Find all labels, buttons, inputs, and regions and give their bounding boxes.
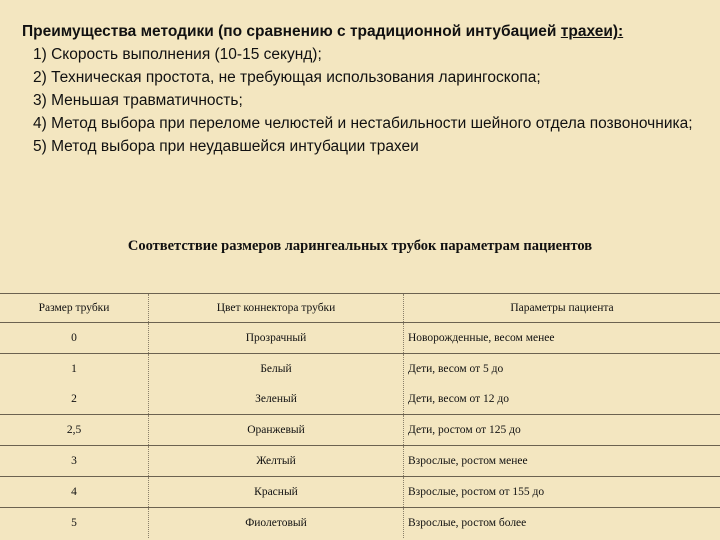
table-row: [0, 354, 720, 415]
cell-params-value: Дети, весом от 5 до: [408, 363, 504, 375]
cell-color: Фиолетовый: [149, 508, 404, 539]
cell-params: Взрослые, ростом от 155 до: [404, 477, 720, 508]
header-connector-color: Цвет коннектора трубки: [149, 294, 404, 323]
table-row: [0, 323, 720, 354]
advantage-item-3: 3) Меньшая травматичность;: [33, 92, 243, 109]
advantage-item-2: 2) Техническая простота, не требующая использования ларингоскопа;: [33, 69, 541, 86]
cell-size: 4: [0, 477, 149, 508]
table-row: [0, 508, 720, 539]
header-size: Размер трубки: [0, 294, 149, 323]
cell-color: Прозрачный: [149, 323, 404, 354]
cell-size: 5: [0, 508, 149, 539]
cell-color: Красный: [149, 477, 404, 508]
advantage-item-1: 1) Скорость выполнения (10-15 секунд);: [33, 46, 322, 63]
cell-params: Дети, ростом от 125 до: [404, 415, 720, 446]
cell-size: [0, 354, 149, 415]
advantages-heading: [22, 20, 712, 43]
cell-params: Взрослые, ростом менее: [404, 446, 720, 477]
cell-size: 0: [0, 323, 149, 354]
table-title: Соответствие размеров ларингеальных трубок параметрам пациентов: [127, 238, 593, 254]
advantages-heading-line2: трахеи):: [560, 23, 624, 40]
advantages-block: [22, 20, 712, 158]
tube-size-table: [0, 293, 720, 538]
advantage-item-5: 5) Метод выбора при неудавшейся интубации трахеи: [33, 138, 419, 155]
table-header-row: [0, 294, 720, 323]
cell-params: Взрослые, ростом более: [404, 508, 720, 539]
cell-params-value: Дети, весом от 12 до: [408, 393, 510, 405]
cell-size-value: 1: [71, 363, 77, 375]
cell-size: 3: [0, 446, 149, 477]
cell-color: Желтый: [149, 446, 404, 477]
cell-params: [404, 354, 720, 415]
cell-color: Оранжевый: [149, 415, 404, 446]
cell-params: Новорожденные, весом менее: [404, 323, 720, 354]
cell-color: [149, 354, 404, 415]
cell-size-value: 2: [71, 393, 77, 405]
cell-size: 2,5: [0, 415, 149, 446]
table-row: [0, 477, 720, 508]
table-row: [0, 446, 720, 477]
table-row: [0, 415, 720, 446]
cell-color-value: Белый: [260, 363, 292, 375]
cell-color-value: Зеленый: [255, 393, 297, 405]
header-patient-params: Параметры пациента: [404, 294, 720, 323]
advantages-heading-line1: Преимущества методики (по сравнению с традиционной интубацией: [22, 23, 557, 40]
advantage-item-4: 4) Метод выбора при переломе челюстей и нестабильности шейного отдела позвоночника;: [33, 115, 693, 132]
